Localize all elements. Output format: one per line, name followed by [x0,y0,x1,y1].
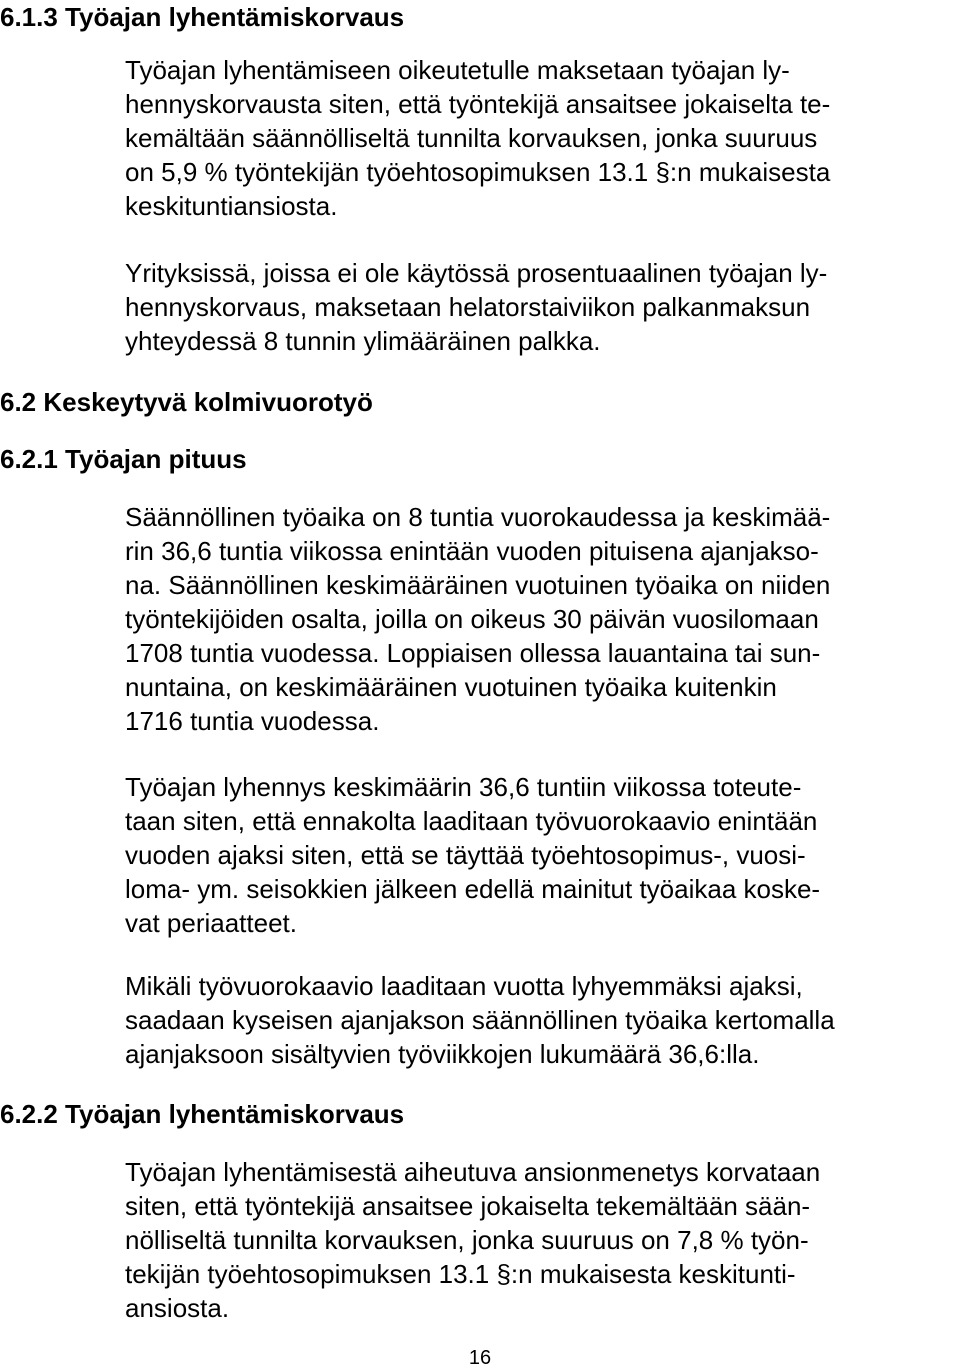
text-line: taan siten, että ennakolta laaditaan työvuorokaavio enintään [125,806,818,836]
text-line: vat periaatteet. [125,908,297,938]
page-number: 16 [468,1347,492,1369]
text-line: siten, että työntekijä ansaitsee jokaiselta tekemältään sään- [125,1191,811,1221]
text-line: ajanjaksoon sisältyvien työviikkojen lukumäärä 36,6:lla. [125,1039,760,1069]
text-line: ansiosta. [125,1293,230,1323]
paragraph-6-1-3-companies [125,256,960,358]
text-line: hennyskorvausta siten, että työntekijä ansaitsee jokaiselta te- [125,89,831,119]
text-line: tekijän työehtosopimuksen 13.1 §:n mukaisesta keskitunti- [125,1259,796,1289]
paragraph-6-2-1-reduction [125,770,960,940]
text-line: vuoden ajaksi siten, että se täyttää työehtosopimus-, vuosi- [125,840,806,870]
text-line: na. Säännöllinen keskimääräinen vuotuinen työaika on niiden [125,570,831,600]
text-line: Säännöllinen työaika on 8 tuntia vuorokaudessa ja keskimää- [125,502,831,532]
paragraph-6-1-3-compensation [125,53,960,223]
paragraph-6-2-2-compensation [125,1155,960,1325]
text-line: 1708 tuntia vuodessa. Loppiaisen ollessa lauantaina tai sun- [125,638,821,668]
text-line: nölliseltä tunnilta korvauksen, jonka suuruus on 7,8 % työn- [125,1225,809,1255]
text-line: nuntaina, on keskimääräinen vuotuinen työaika kuitenkin [125,672,777,702]
text-line: Työajan lyhentämisestä aiheutuva ansionmenetys korvataan [125,1157,821,1187]
text-line: Mikäli työvuorokaavio laaditaan vuotta lyhyemmäksi ajaksi, [125,971,803,1001]
text-line: työntekijöiden osalta, joilla on oikeus 30 päivän vuosilomaan [125,604,819,634]
text-line: 1716 tuntia vuodessa. [125,706,380,736]
text-line: loma- ym. seisokkien jälkeen edellä mainitut työaikaa koske- [125,874,821,904]
paragraph-6-2-1-shorter-schedule [125,969,960,1071]
text-line: Työajan lyhennys keskimäärin 36,6 tuntiin viikossa toteute- [125,772,802,802]
text-line: Yrityksissä, joissa ei ole käytössä prosentuaalinen työajan ly- [125,258,828,288]
text-line: keskituntiansiosta. [125,191,338,221]
section-heading-6-2: 6.2 Keskeytyvä kolmivuorotyö [0,387,373,417]
text-line: hennyskorvaus, maksetaan helatorstaiviikon palkanmaksun [125,292,811,322]
paragraph-6-2-1-working-time [125,500,960,738]
text-line: kemältään säännölliseltä tunnilta korvauksen, jonka suuruus [125,123,818,153]
text-line: on 5,9 % työntekijän työehtosopimuksen 13.1 §:n mukaisesta [125,157,831,187]
text-line: yhteydessä 8 tunnin ylimääräinen palkka. [125,326,601,356]
text-line: saadaan kyseisen ajanjakson säännöllinen työaika kertomalla [125,1005,835,1035]
section-heading-6-1-3: 6.1.3 Työajan lyhentämiskorvaus [0,2,405,32]
section-heading-6-2-2: 6.2.2 Työajan lyhentämiskorvaus [0,1099,405,1129]
text-line: Työajan lyhentämiseen oikeutetulle maksetaan työajan ly- [125,55,790,85]
text-line: rin 36,6 tuntia viikossa enintään vuoden pituisena ajanjakso- [125,536,819,566]
section-heading-6-2-1: 6.2.1 Työajan pituus [0,444,247,474]
